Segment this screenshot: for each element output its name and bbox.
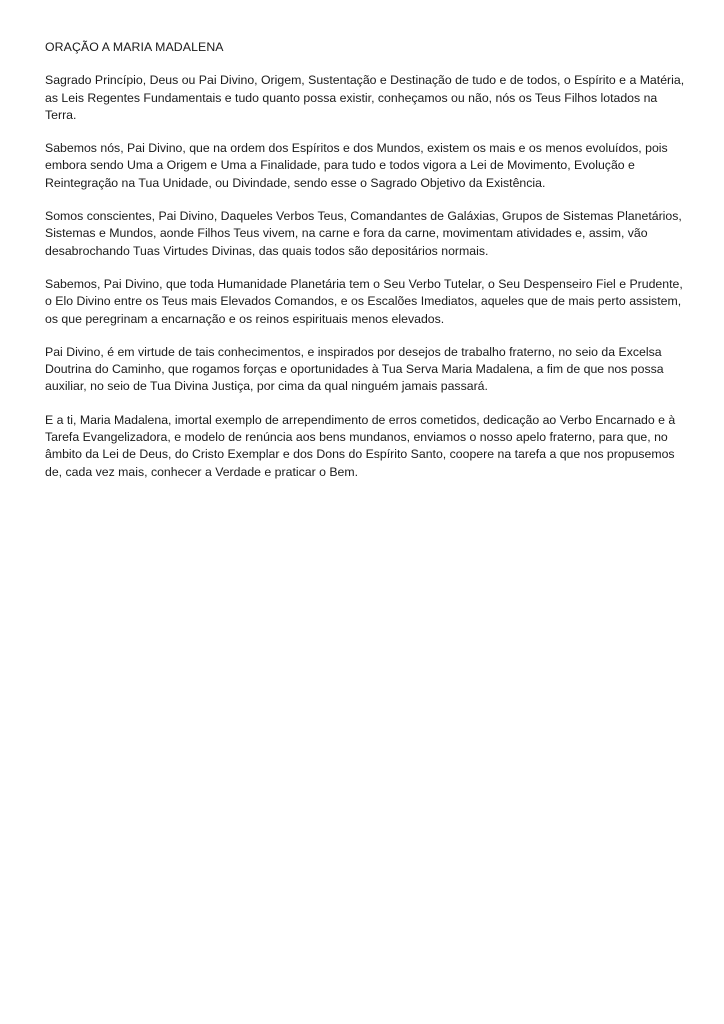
document-title: ORAÇÃO A MARIA MADALENA [45, 40, 224, 54]
paragraph-4: Sabemos, Pai Divino, que toda Humanidade Planetária tem o Seu Verbo Tutelar, o Seu Despenseiro Fiel e Prudente, o Elo Divino entre os Teus mais Elevados Comandos, e os Escalões Imediatos, aqueles que de mais perto assistem, os que peregrinam a encarnação e os reinos espirituais menos elevados. [45, 276, 683, 326]
paragraph-2: Sabemos nós, Pai Divino, que na ordem dos Espíritos e dos Mundos, existem os mais e os menos evoluídos, pois embora sendo Uma a Origem e Uma a Finalidade, para tudo e todos vigora a Lei de Movimento, Evolução e Reintegração na Tua Unidade, ou Divindade, sendo esse o Sagrado Objetivo da Existência. [45, 141, 668, 190]
paragraph-3: Somos conscientes, Pai Divino, Daqueles Verbos Teus, Comandantes de Galáxias, Grupos de Sistemas Planetários, Sistemas e Mundos, aonde Filhos Teus vivem, na carne e fora da carne, movimentam atividades e, assim, vão desabrochando Tuas Virtudes Divinas, das quais todos são depositários normais. [45, 209, 682, 258]
paragraph-5: Pai Divino, é em virtude de tais conhecimentos, e inspirados por desejos de trabalho fraterno, no seio da Excelsa Doutrina do Caminho, que rogamos forças e oportunidades à Tua Serva Maria Madalena, a fim de que nos possa auxiliar, no seio de Tua Divina Justiça, por cima da qual ninguém jamais passará. [45, 344, 664, 394]
paragraph-6: E a ti, Maria Madalena, imortal exemplo de arrependimento de erros cometidos, dedicação ao Verbo Encarnado e à Tarefa Evangelizadora, e modelo de renúncia aos bens mundanos, enviamos o nosso apelo fraterno, para que, no âmbito da Lei de Deus, do Cristo Exemplar e dos Dons do Espírito Santo, coopere na tarefa a que nos propusemos de, cada vez mais, conhecer a Verdade e praticar o Bem. [45, 412, 676, 479]
document-page [45, 39, 685, 497]
paragraph-1: Sagrado Princípio, Deus ou Pai Divino, Origem, Sustentação e Destinação de tudo e de todos, o Espírito e a Matéria, as Leis Regentes Fundamentais e tudo quanto possa existir, conheçamos ou não, nós os Teus Filhos lotados na Terra. [45, 73, 685, 122]
